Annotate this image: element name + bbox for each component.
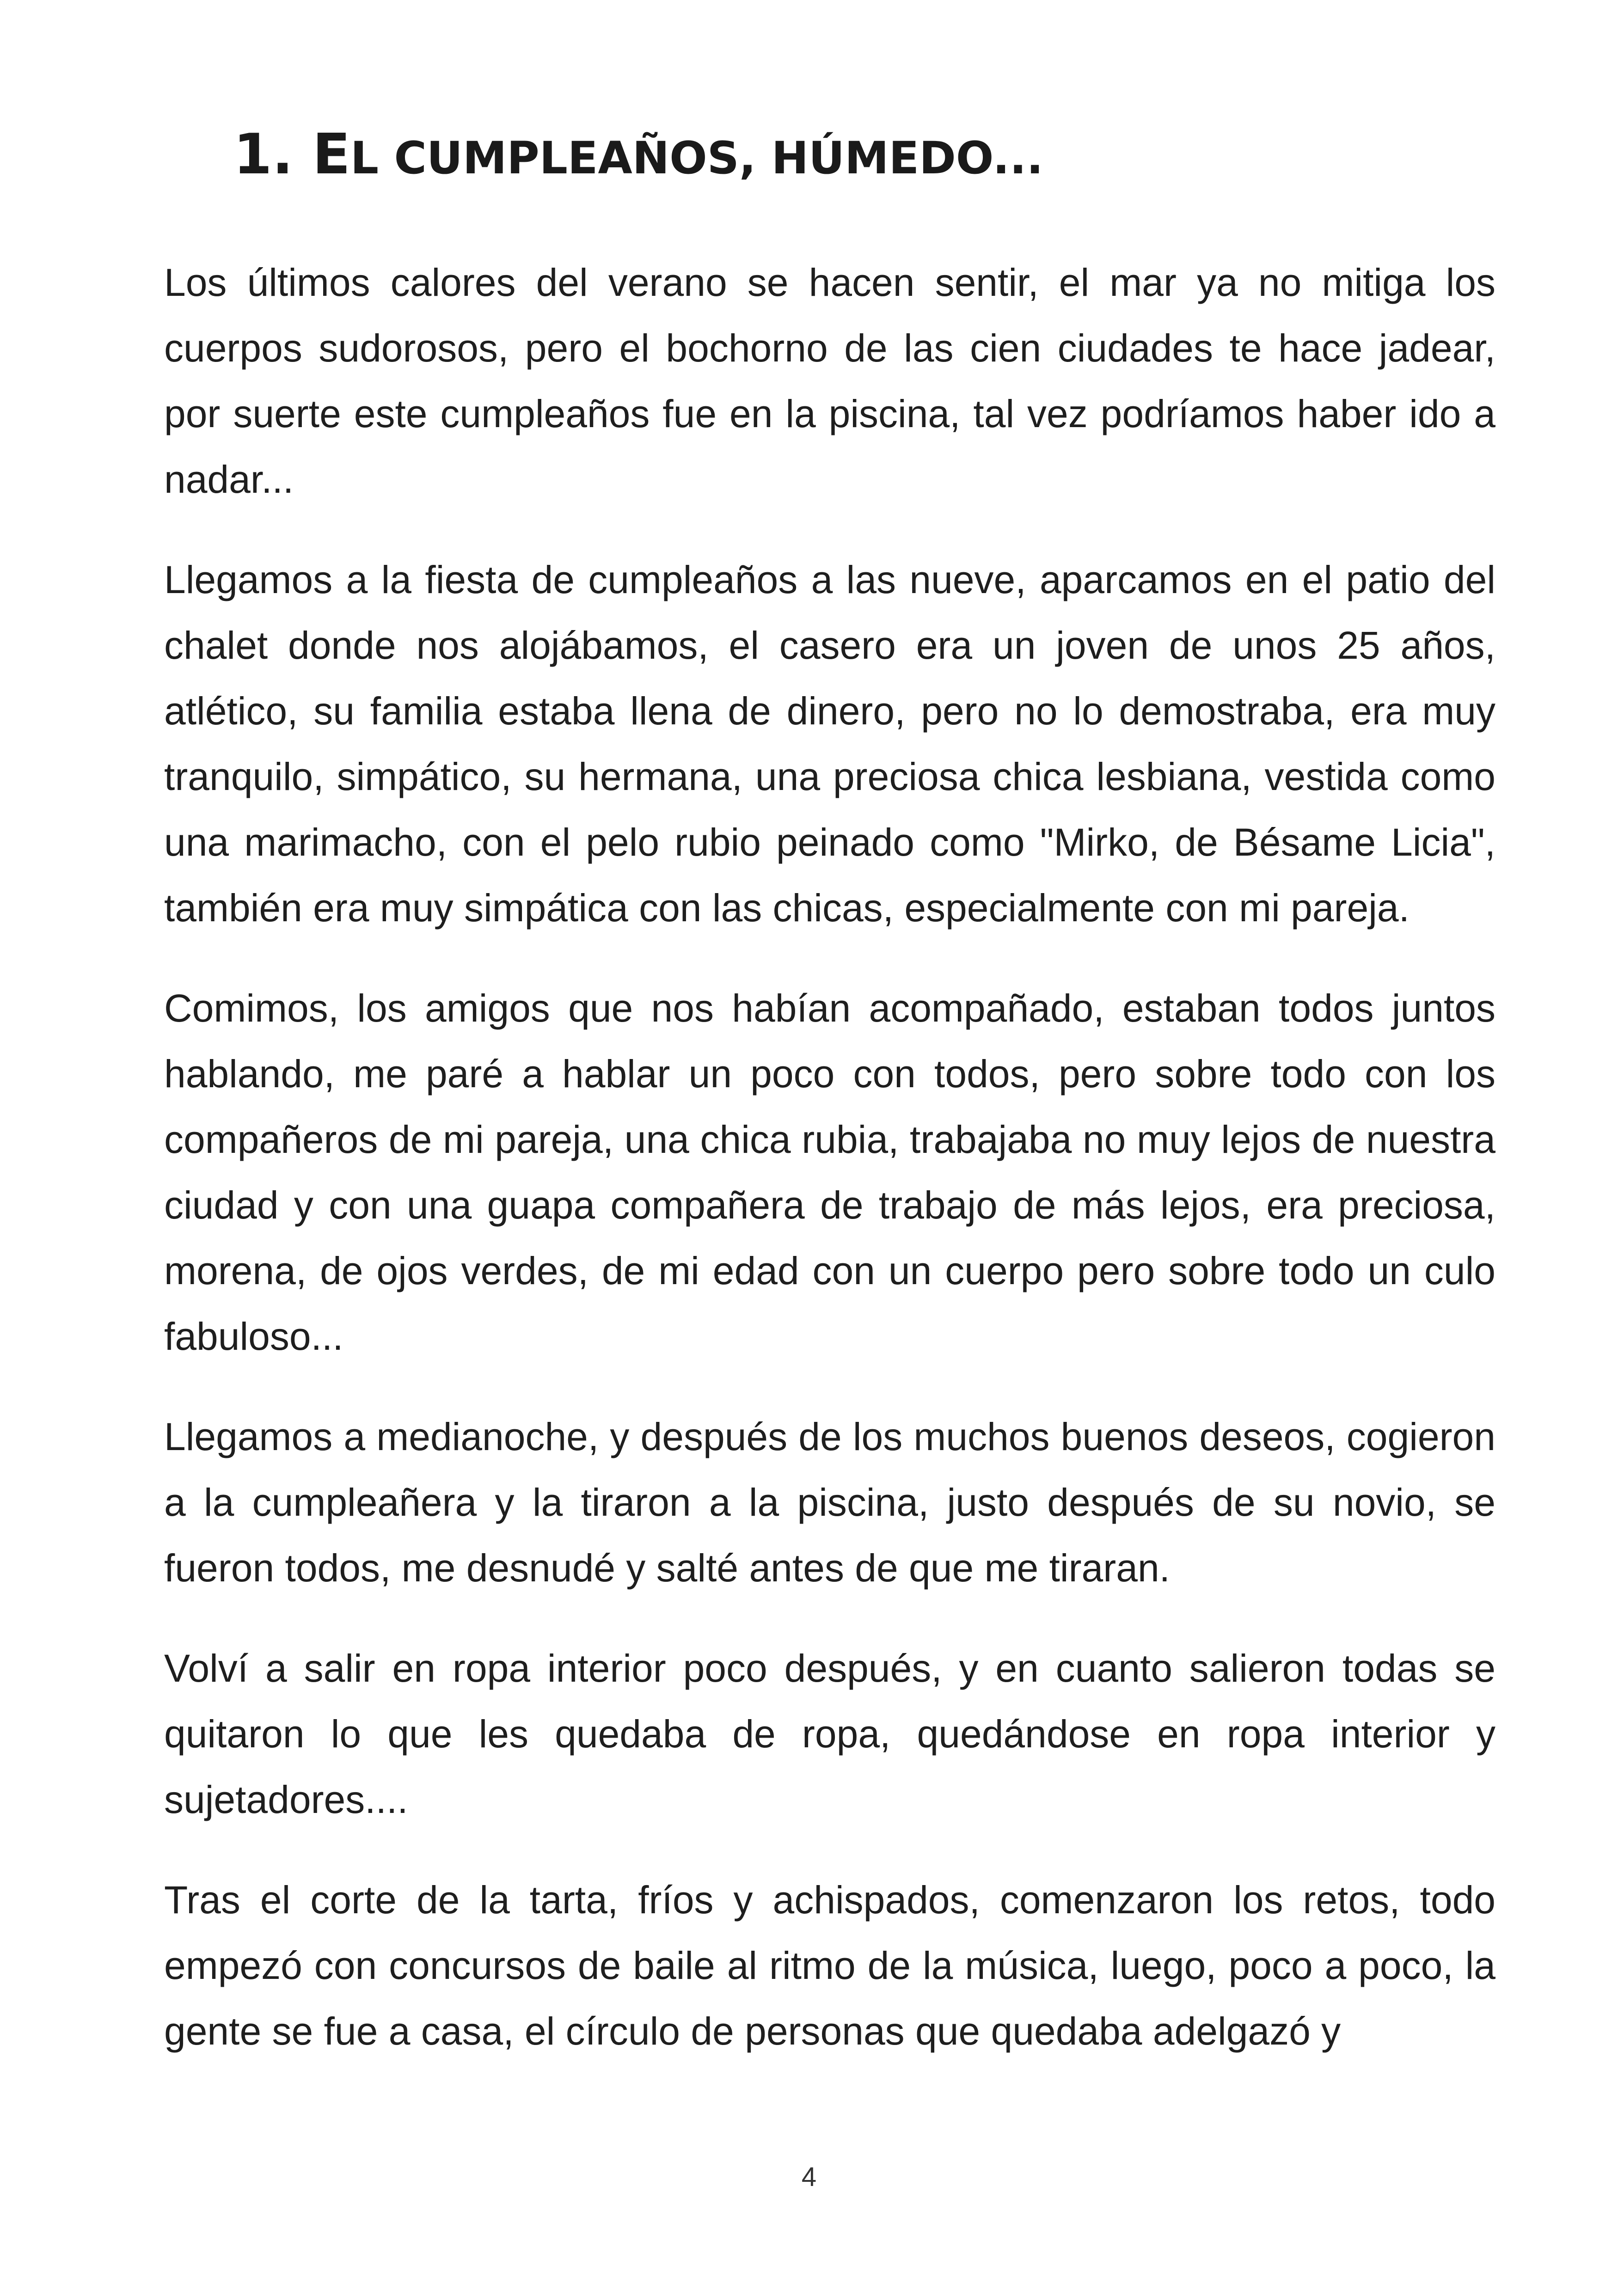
paragraph: Llegamos a la fiesta de cumpleaños a las nueve, aparcamos en el patio del chalet donde nos alojábamos, el casero era un joven de unos 25 años, atlético, su familia estaba llena de dinero, pero no lo demostraba, era muy tranquilo, simpático, su hermana, una preciosa chica lesbiana, vestida como una marimacho, con el pelo rubio peinado como "Mirko, de Bésame Licia", también era muy simpática con las chicas, especialmente con mi pareja. [164, 558, 1495, 930]
chapter-number: 1. [233, 122, 294, 187]
paragraph: Volví a salir en ropa interior poco después, y en cuanto salieron todas se quitaron lo que les quedaba de ropa, quedándose en ropa interior y sujetadores.... [164, 1647, 1495, 1821]
paragraph: Llegamos a medianoche, y después de los muchos buenos deseos, cogieron a la cumpleañera y la tiraron a la piscina, justo después de su novio, se fueron todos, me desnudé y salté antes de que me tiraran. [164, 1415, 1495, 1590]
paragraph: Los últimos calores del verano se hacen sentir, el mar ya no mitiga los cuerpos sudorosos, pero el bochorno de las cien ciudades te hace jadear, por suerte este cumpleaños fue en la piscina, tal vez podríamos haber ido a nadar... [164, 261, 1495, 501]
chapter-title-rest: L CUMPLEAÑOS, HÚMEDO... [350, 132, 1043, 184]
paragraph: Comimos, los amigos que nos habían acompañado, estaban todos juntos hablando, me paré a hablar un poco con todos, pero sobre todo con los compañeros de mi pareja, una chica rubia, trabajaba no muy lejos de nuestra ciudad y con una guapa compañera de trabajo de más lejos, era preciosa, morena, de ojos verdes, de mi edad con un cuerpo pero sobre todo un culo fabuloso... [164, 986, 1495, 1358]
paragraph: Tras el corte de la tarta, fríos y achispados, comenzaron los retos, todo empezó con concursos de baile al ritmo de la música, luego, poco a poco, la gente se fue a casa, el círculo de personas que quedaba adelgazó y [164, 1878, 1495, 2053]
body-text [164, 250, 1495, 2099]
chapter-title-initial: E [312, 122, 350, 187]
page-number: 4 [801, 2162, 817, 2192]
chapter-title [233, 118, 1043, 195]
